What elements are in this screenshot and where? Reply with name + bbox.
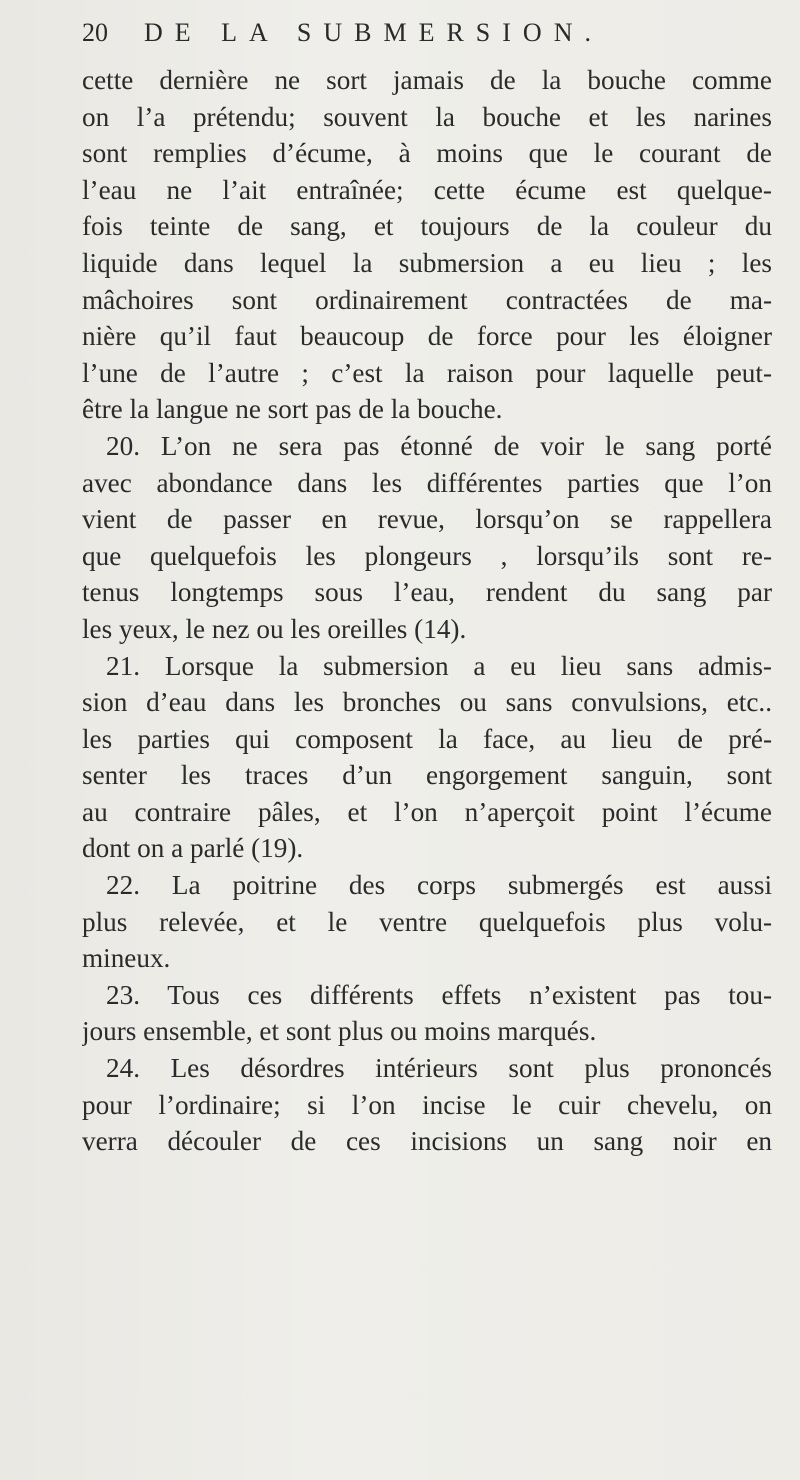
text-line: jours ensemble, et sont plus ou moins marqués. <box>82 1016 597 1047</box>
text-line: mâchoires sont ordinairement contractées de ma- <box>82 284 772 315</box>
text-line: tenus longtemps sous l’eau, rendent du sang par <box>82 577 772 608</box>
text-line: verra découler de ces incisions un sang noir en <box>82 1126 772 1157</box>
text-line: liquide dans lequel la submersion a eu lieu ; les <box>82 247 772 278</box>
text-line: dont on a parlé (19). <box>82 833 304 864</box>
text-line: plus relevée, et le ventre quelquefois plus volu- <box>82 906 772 937</box>
text-line: nière qu’il faut beaucoup de force pour les éloigner <box>82 321 772 352</box>
text-line: sion d’eau dans les bronches ou sans convulsions, etc.. <box>82 687 772 718</box>
running-head <box>82 18 762 48</box>
text-line: pour l’ordinaire; si l’on incise le cuir chevelu, on <box>82 1089 772 1120</box>
paragraph-24-start: 24. Les désordres intérieurs sont plus prononcés <box>106 1053 772 1084</box>
page-number: 20 <box>82 18 108 47</box>
body-text <box>82 62 772 1160</box>
paragraph-22-start: 22. La poitrine des corps submergés est aussi <box>106 870 772 901</box>
text-line: que quelquefois les plongeurs , lorsqu’ils sont re- <box>82 540 772 571</box>
text-line: être la langue ne sort pas de la bouche. <box>82 394 503 425</box>
paragraph-23-start: 23. Tous ces différents effets n’existent pas tou- <box>106 979 772 1010</box>
text-line: senter les traces d’un engorgement sanguin, sont <box>82 760 772 791</box>
text-line: fois teinte de sang, et toujours de la couleur du <box>82 211 772 242</box>
text-line: au contraire pâles, et l’on n’aperçoit point l’écume <box>82 796 772 827</box>
running-title: DE LA SUBMERSION. <box>144 18 603 47</box>
text-line: sont remplies d’écume, à moins que le courant de <box>82 138 772 169</box>
text-line: l’eau ne l’ait entraînée; cette écume est quelque- <box>82 174 772 205</box>
text-line: vient de passer en revue, lorsqu’on se rappellera <box>82 504 772 535</box>
text-line: avec abondance dans les différentes parties que l’on <box>82 467 772 498</box>
text-line: les parties qui composent la face, au lieu de pré- <box>82 723 772 754</box>
text-line: on l’a prétendu; souvent la bouche et les narines <box>82 101 772 132</box>
text-line: l’une de l’autre ; c’est la raison pour laquelle peut- <box>82 357 772 388</box>
text-line: cette dernière ne sort jamais de la bouche comme <box>82 65 772 95</box>
text-line: mineux. <box>82 943 171 974</box>
text-line: les yeux, le nez ou les oreilles (14). <box>82 613 467 644</box>
paragraph-21-start: 21. Lorsque la submersion a eu lieu sans admis- <box>106 650 772 681</box>
paragraph-20-start: 20. L’on ne sera pas étonné de voir le sang porté <box>106 430 772 461</box>
